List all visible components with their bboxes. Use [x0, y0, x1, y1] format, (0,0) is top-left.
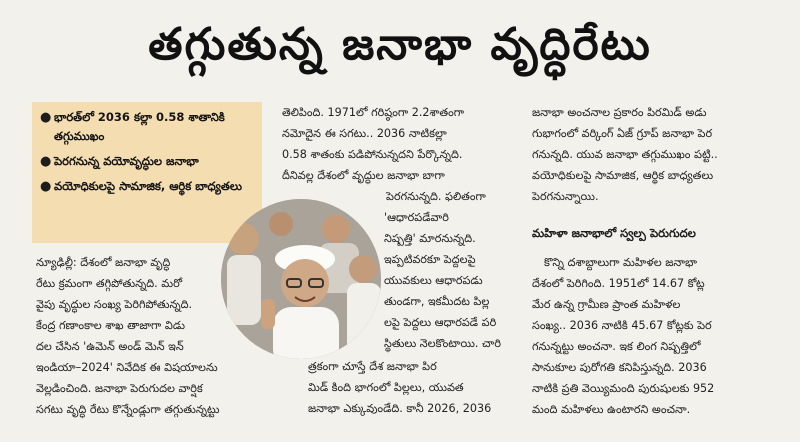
- text-line: జనాభా ఎక్కువుండేది. కానీ 2026, 2036: [308, 402, 492, 415]
- highlight-text: పెరగనున్న వయోవృద్ధుల జనాభా: [54, 154, 199, 168]
- text-line: నమోదైన ఈ సగటు.. 2036 నాటికల్లా: [282, 127, 447, 140]
- text-line: ఇప్పటివరకూ పెద్దలపై: [384, 253, 476, 266]
- text-line: రేటు క్రమంగా తగ్గిపోతున్నది. మరో: [36, 277, 183, 290]
- text-line: త్రకంగా చూస్తే దేశ జనాభా పిర: [308, 360, 437, 373]
- highlights-box: [32, 102, 262, 243]
- text-line: కేంద్ర గణాంకాల శాఖ తాజాగా విడు: [36, 319, 186, 332]
- text-line: వయోధికులపై సామాజిక, ఆర్థిక బాధ్యతలు: [532, 169, 714, 182]
- bullet-icon: ●: [40, 154, 52, 169]
- highlight-item: [40, 152, 256, 171]
- text-line: వైపు వృద్ధుల సంఖ్య పెరిగిపోతున్నది.: [36, 298, 193, 311]
- text-line: మిడ్ కింది భాగంలో పిల్లలు, యువత: [308, 381, 464, 394]
- photo-illustration: [221, 199, 381, 359]
- article-column-3-bottom: [532, 252, 772, 420]
- elderly-crowd-photo: [221, 199, 381, 359]
- text-line: కొన్ని దశాబ్దాలుగా మహిళల జనాభా: [544, 256, 698, 269]
- text-line: గుభాగంలో వర్కింగ్ ఏజ్ గ్రూప్ జనాభా పెర: [532, 127, 713, 140]
- text-line: దీనివల్ల దేశంలో వృద్ధుల జనాభా బాగా: [282, 169, 445, 182]
- text-line: వెల్లడించింది. జనాభా పెరుగుదల వార్షిక: [36, 382, 203, 395]
- text-line: దల చేసిన 'ఉమెన్ అండ్ మెన్ ఇన్: [36, 340, 184, 353]
- article-column-1: [36, 252, 220, 336]
- text-line: యువకులు ఆధారపడు: [384, 274, 483, 287]
- text-line: 0.58 శాతంకు పడిపోనున్నదని పేర్కొన్నది.: [282, 148, 463, 161]
- headline: తగ్గుతున్న జనాభా వృద్ధిరేటు: [148, 19, 652, 70]
- article-column-2-wrap: [384, 207, 524, 354]
- text-line: మేర ఉన్న గ్రామీణ ప్రాంత మహిళల: [532, 298, 681, 311]
- article-column-1-bottom: [36, 336, 270, 420]
- text-line: తెలిపింది. 1971లో గరిష్ఠంగా 2.2శాతంగా: [282, 106, 465, 119]
- bullet-icon: ●: [40, 179, 52, 194]
- text-line: మంది మహిళలు ఉంటారని అంచనా.: [532, 403, 691, 416]
- article-column-3-top: [532, 102, 772, 207]
- bullet-icon: ●: [40, 110, 52, 125]
- text-line: ఇండియా–2024' నివేదిక ఈ విషయాలను: [36, 361, 218, 374]
- text-line: నాటికి ప్రతి వెయ్యిమంది పురుషులకు 952: [532, 382, 715, 395]
- text-line: నిష్పత్తి' మారనున్నది.: [384, 232, 476, 245]
- text-line: దేశంలో పెరిగింది. 1951లో 14.67 కోట్ల: [532, 277, 705, 290]
- text-line: గనున్నది. యువ జనాభా తగ్గుముఖం పట్టి..: [532, 148, 718, 161]
- text-line: గనున్నట్టు అంచనా. ఇక లింగ నిష్పత్తిలో: [532, 340, 701, 353]
- text-line: జనాభా అంచనాల ప్రకారం పిరమిడ్ అడు: [532, 106, 707, 119]
- text-line: తుండగా, ఇకమీదట పిల్ల: [384, 295, 490, 308]
- highlight-item: [40, 108, 256, 146]
- text-line: లపై పెద్దలు ఆధారపడే పరి: [384, 316, 497, 329]
- text-line: పెరగనున్నాయి.: [532, 190, 599, 203]
- article-column-2-top: [282, 102, 524, 207]
- text-line: సానుకూల పురోగతి కనిపిస్తున్నది. 2036: [532, 361, 707, 374]
- article-column-2-bottom: [308, 356, 524, 419]
- text-line: స్థితులు నెలకొంటాయి. చారి: [384, 337, 501, 350]
- text-line: న్యూఢిల్లీ: దేశంలో జనాభా వృద్ధి: [36, 256, 171, 269]
- text-line: 'ఆధారపడేవారి: [384, 211, 449, 224]
- highlight-text: భారత్‌లో 2036 కల్లా 0.58 శాతానికి తగ్గుముఖం: [54, 110, 225, 143]
- text-line: పెరగనున్నది. ఫలితంగా: [386, 190, 486, 203]
- text-line: సంఖ్య.. 2036 నాటికి 45.67 కోట్లకు పెర: [532, 319, 712, 332]
- highlight-text: వయోధికులపై సామాజిక, ఆర్థిక బాధ్యతలు: [54, 179, 242, 193]
- highlight-item: [40, 177, 256, 196]
- text-line: సగటు వృద్ధి రేటు కొన్నేండ్లుగా తగ్గుతున్నట్టు: [36, 403, 220, 416]
- section-subheading: మహిళా జనాభాలో స్వల్ప పెరుగుదల: [532, 226, 696, 240]
